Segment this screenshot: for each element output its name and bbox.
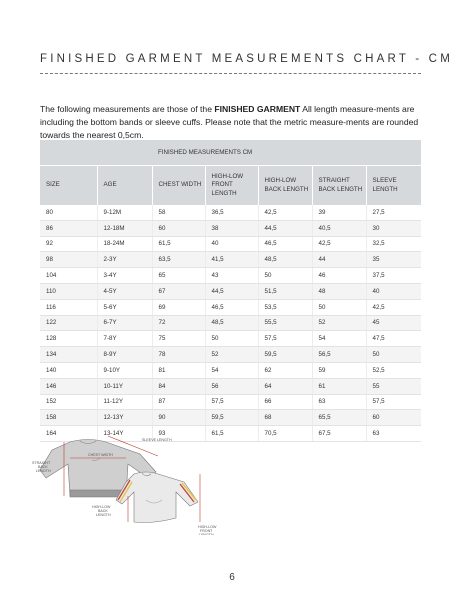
table-row bbox=[40, 236, 421, 252]
hl-back-label-3: LENGTH bbox=[96, 513, 111, 517]
table-cell: 40,5 bbox=[312, 220, 366, 236]
table-cell: 152 bbox=[40, 394, 97, 410]
column-header: SIZE bbox=[40, 166, 97, 206]
table-row bbox=[40, 331, 421, 347]
table-cell: 70,5 bbox=[258, 426, 312, 442]
table-cell: 59,5 bbox=[205, 410, 258, 426]
garment-diagram bbox=[30, 430, 230, 535]
table-cell: 39 bbox=[312, 205, 366, 220]
chest-width-label: CHEST WIDTH bbox=[88, 453, 113, 457]
hl-front-label-2: FRONT bbox=[200, 529, 213, 533]
table-row bbox=[40, 378, 421, 394]
table-cell: 46,5 bbox=[258, 236, 312, 252]
table-cell: 10-11Y bbox=[97, 378, 152, 394]
table-cell: 42,5 bbox=[258, 205, 312, 220]
table-cell: 50 bbox=[366, 347, 421, 363]
table-cell: 30 bbox=[366, 220, 421, 236]
table-cell: 63,5 bbox=[152, 252, 205, 268]
table-row bbox=[40, 362, 421, 378]
table-cell: 12-18M bbox=[97, 220, 152, 236]
intro-text-end: All length measure-ments are including the bottom bands or sleeve cuffs. Please note that the metric measure-ments are rounded towards the nearest 0,5cm. bbox=[40, 103, 419, 140]
hl-front-label-1: HIGH-LOW bbox=[198, 525, 217, 529]
table-cell: 6-7Y bbox=[97, 315, 152, 331]
table-cell: 42,5 bbox=[366, 299, 421, 315]
table-cell: 69 bbox=[152, 299, 205, 315]
table-cell: 64 bbox=[258, 378, 312, 394]
table-cell: 98 bbox=[40, 252, 97, 268]
table-cell: 18-24M bbox=[97, 236, 152, 252]
table-row bbox=[40, 347, 421, 363]
table-cell: 75 bbox=[152, 331, 205, 347]
column-header: AGE bbox=[97, 166, 152, 206]
table-cell: 37,5 bbox=[366, 268, 421, 284]
table-cell: 55,5 bbox=[258, 315, 312, 331]
table-cell: 57,5 bbox=[205, 394, 258, 410]
table-cell: 27,5 bbox=[366, 205, 421, 220]
table-cell: 60 bbox=[366, 410, 421, 426]
table-group-header-empty bbox=[40, 140, 152, 166]
table-row bbox=[40, 283, 421, 299]
table-cell: 52 bbox=[312, 315, 366, 331]
table-cell: 116 bbox=[40, 299, 97, 315]
table-cell: 104 bbox=[40, 268, 97, 284]
straight-back-label-2: BACK bbox=[38, 465, 48, 469]
hl-back-label-2: BACK bbox=[98, 509, 108, 513]
table-cell: 50 bbox=[312, 299, 366, 315]
intro-paragraph bbox=[40, 103, 425, 143]
table-row bbox=[40, 205, 421, 220]
table-cell: 36,5 bbox=[205, 205, 258, 220]
table-cell: 32,5 bbox=[366, 236, 421, 252]
table-cell: 68 bbox=[258, 410, 312, 426]
table-cell: 128 bbox=[40, 331, 97, 347]
straight-back-label-3: LENGTH bbox=[36, 469, 51, 473]
table-cell: 47,5 bbox=[366, 331, 421, 347]
table-header-row bbox=[40, 166, 421, 206]
table-row bbox=[40, 410, 421, 426]
table-cell: 110 bbox=[40, 283, 97, 299]
table-body bbox=[40, 205, 421, 441]
table-cell: 9-12M bbox=[97, 205, 152, 220]
column-header: CHEST WIDTH bbox=[152, 166, 205, 206]
table-cell: 53,5 bbox=[258, 299, 312, 315]
table-cell: 54 bbox=[312, 331, 366, 347]
table-cell: 40 bbox=[205, 236, 258, 252]
table-cell: 43 bbox=[205, 268, 258, 284]
page-number: 6 bbox=[229, 572, 235, 583]
table-cell: 61,5 bbox=[152, 236, 205, 252]
title-divider bbox=[40, 73, 421, 74]
table-cell: 72 bbox=[152, 315, 205, 331]
table-cell: 48,5 bbox=[205, 315, 258, 331]
table-cell: 84 bbox=[152, 378, 205, 394]
table-cell: 42,5 bbox=[312, 236, 366, 252]
straight-back-label-1: STRAIGHT bbox=[32, 461, 51, 465]
table-cell: 56 bbox=[205, 378, 258, 394]
table-cell: 52 bbox=[205, 347, 258, 363]
table-group-header-row bbox=[40, 140, 421, 166]
hl-front-label-3: LENGTH bbox=[199, 533, 214, 535]
table-cell: 67 bbox=[152, 283, 205, 299]
table-cell: 58 bbox=[152, 205, 205, 220]
table-cell: 81 bbox=[152, 362, 205, 378]
table-cell: 146 bbox=[40, 378, 97, 394]
table-cell: 7-8Y bbox=[97, 331, 152, 347]
column-header: STRAIGHT BACK LENGTH bbox=[312, 166, 366, 206]
table-cell: 13-14Y bbox=[97, 426, 152, 442]
table-cell: 45 bbox=[366, 315, 421, 331]
table-cell: 65,5 bbox=[312, 410, 366, 426]
table-cell: 60 bbox=[152, 220, 205, 236]
table-cell: 3-4Y bbox=[97, 268, 152, 284]
table-cell: 90 bbox=[152, 410, 205, 426]
table-cell: 40 bbox=[366, 283, 421, 299]
table-cell: 5-6Y bbox=[97, 299, 152, 315]
table-cell: 140 bbox=[40, 362, 97, 378]
table-cell: 59 bbox=[312, 362, 366, 378]
table-cell: 93 bbox=[152, 426, 205, 442]
table-cell: 57,5 bbox=[366, 394, 421, 410]
page-title: FINISHED GARMENT MEASUREMENTS CHART - CM bbox=[40, 53, 453, 65]
intro-text-start: The following measurements are those of the bbox=[40, 103, 215, 114]
table-cell: 63 bbox=[312, 394, 366, 410]
table-row bbox=[40, 299, 421, 315]
table-cell: 122 bbox=[40, 315, 97, 331]
table-group-header: FINISHED MEASUREMENTS CM bbox=[152, 140, 421, 166]
table-cell: 8-9Y bbox=[97, 347, 152, 363]
table-cell: 41,5 bbox=[205, 252, 258, 268]
table-cell: 80 bbox=[40, 205, 97, 220]
column-header: HIGH-LOW BACK LENGTH bbox=[258, 166, 312, 206]
table-cell: 54 bbox=[205, 362, 258, 378]
table-cell: 66 bbox=[258, 394, 312, 410]
table-cell: 4-5Y bbox=[97, 283, 152, 299]
table-row bbox=[40, 394, 421, 410]
table-cell: 86 bbox=[40, 220, 97, 236]
table-cell: 67,5 bbox=[312, 426, 366, 442]
table-cell: 63 bbox=[366, 426, 421, 442]
table-cell: 92 bbox=[40, 236, 97, 252]
table-cell: 9-10Y bbox=[97, 362, 152, 378]
sleeve-length-label: SLEEVE LENGTH bbox=[142, 438, 172, 442]
table-cell: 87 bbox=[152, 394, 205, 410]
table-cell: 56,5 bbox=[312, 347, 366, 363]
table-cell: 57,5 bbox=[258, 331, 312, 347]
table-cell: 12-13Y bbox=[97, 410, 152, 426]
table-cell: 50 bbox=[205, 331, 258, 347]
table-cell: 52,5 bbox=[366, 362, 421, 378]
table-cell: 48 bbox=[312, 283, 366, 299]
table-row bbox=[40, 252, 421, 268]
table-cell: 62 bbox=[258, 362, 312, 378]
table-row bbox=[40, 220, 421, 236]
column-header: SLEEVE LENGTH bbox=[366, 166, 421, 206]
table-cell: 44,5 bbox=[205, 283, 258, 299]
table-cell: 2-3Y bbox=[97, 252, 152, 268]
table-cell: 38 bbox=[205, 220, 258, 236]
column-header: HIGH-LOW FRONT LENGTH bbox=[205, 166, 258, 206]
measurements-table bbox=[40, 140, 421, 442]
table-row bbox=[40, 315, 421, 331]
table-cell: 134 bbox=[40, 347, 97, 363]
intro-emphasis: FINISHED GARMENT bbox=[214, 103, 301, 114]
table-cell: 44,5 bbox=[258, 220, 312, 236]
table-row bbox=[40, 268, 421, 284]
hl-back-label-1: HIGH-LOW bbox=[92, 505, 111, 509]
table-cell: 65 bbox=[152, 268, 205, 284]
table-cell: 35 bbox=[366, 252, 421, 268]
table-cell: 158 bbox=[40, 410, 97, 426]
table-cell: 164 bbox=[40, 426, 97, 442]
sweater-front-illustration bbox=[116, 472, 198, 523]
table-cell: 48,5 bbox=[258, 252, 312, 268]
table-cell: 61 bbox=[312, 378, 366, 394]
table-cell: 44 bbox=[312, 252, 366, 268]
table-cell: 61,5 bbox=[205, 426, 258, 442]
table-cell: 50 bbox=[258, 268, 312, 284]
table-cell: 46,5 bbox=[205, 299, 258, 315]
table-cell: 46 bbox=[312, 268, 366, 284]
table-cell: 59,5 bbox=[258, 347, 312, 363]
table-cell: 51,5 bbox=[258, 283, 312, 299]
table-cell: 55 bbox=[366, 378, 421, 394]
table-cell: 11-12Y bbox=[97, 394, 152, 410]
table-cell: 78 bbox=[152, 347, 205, 363]
